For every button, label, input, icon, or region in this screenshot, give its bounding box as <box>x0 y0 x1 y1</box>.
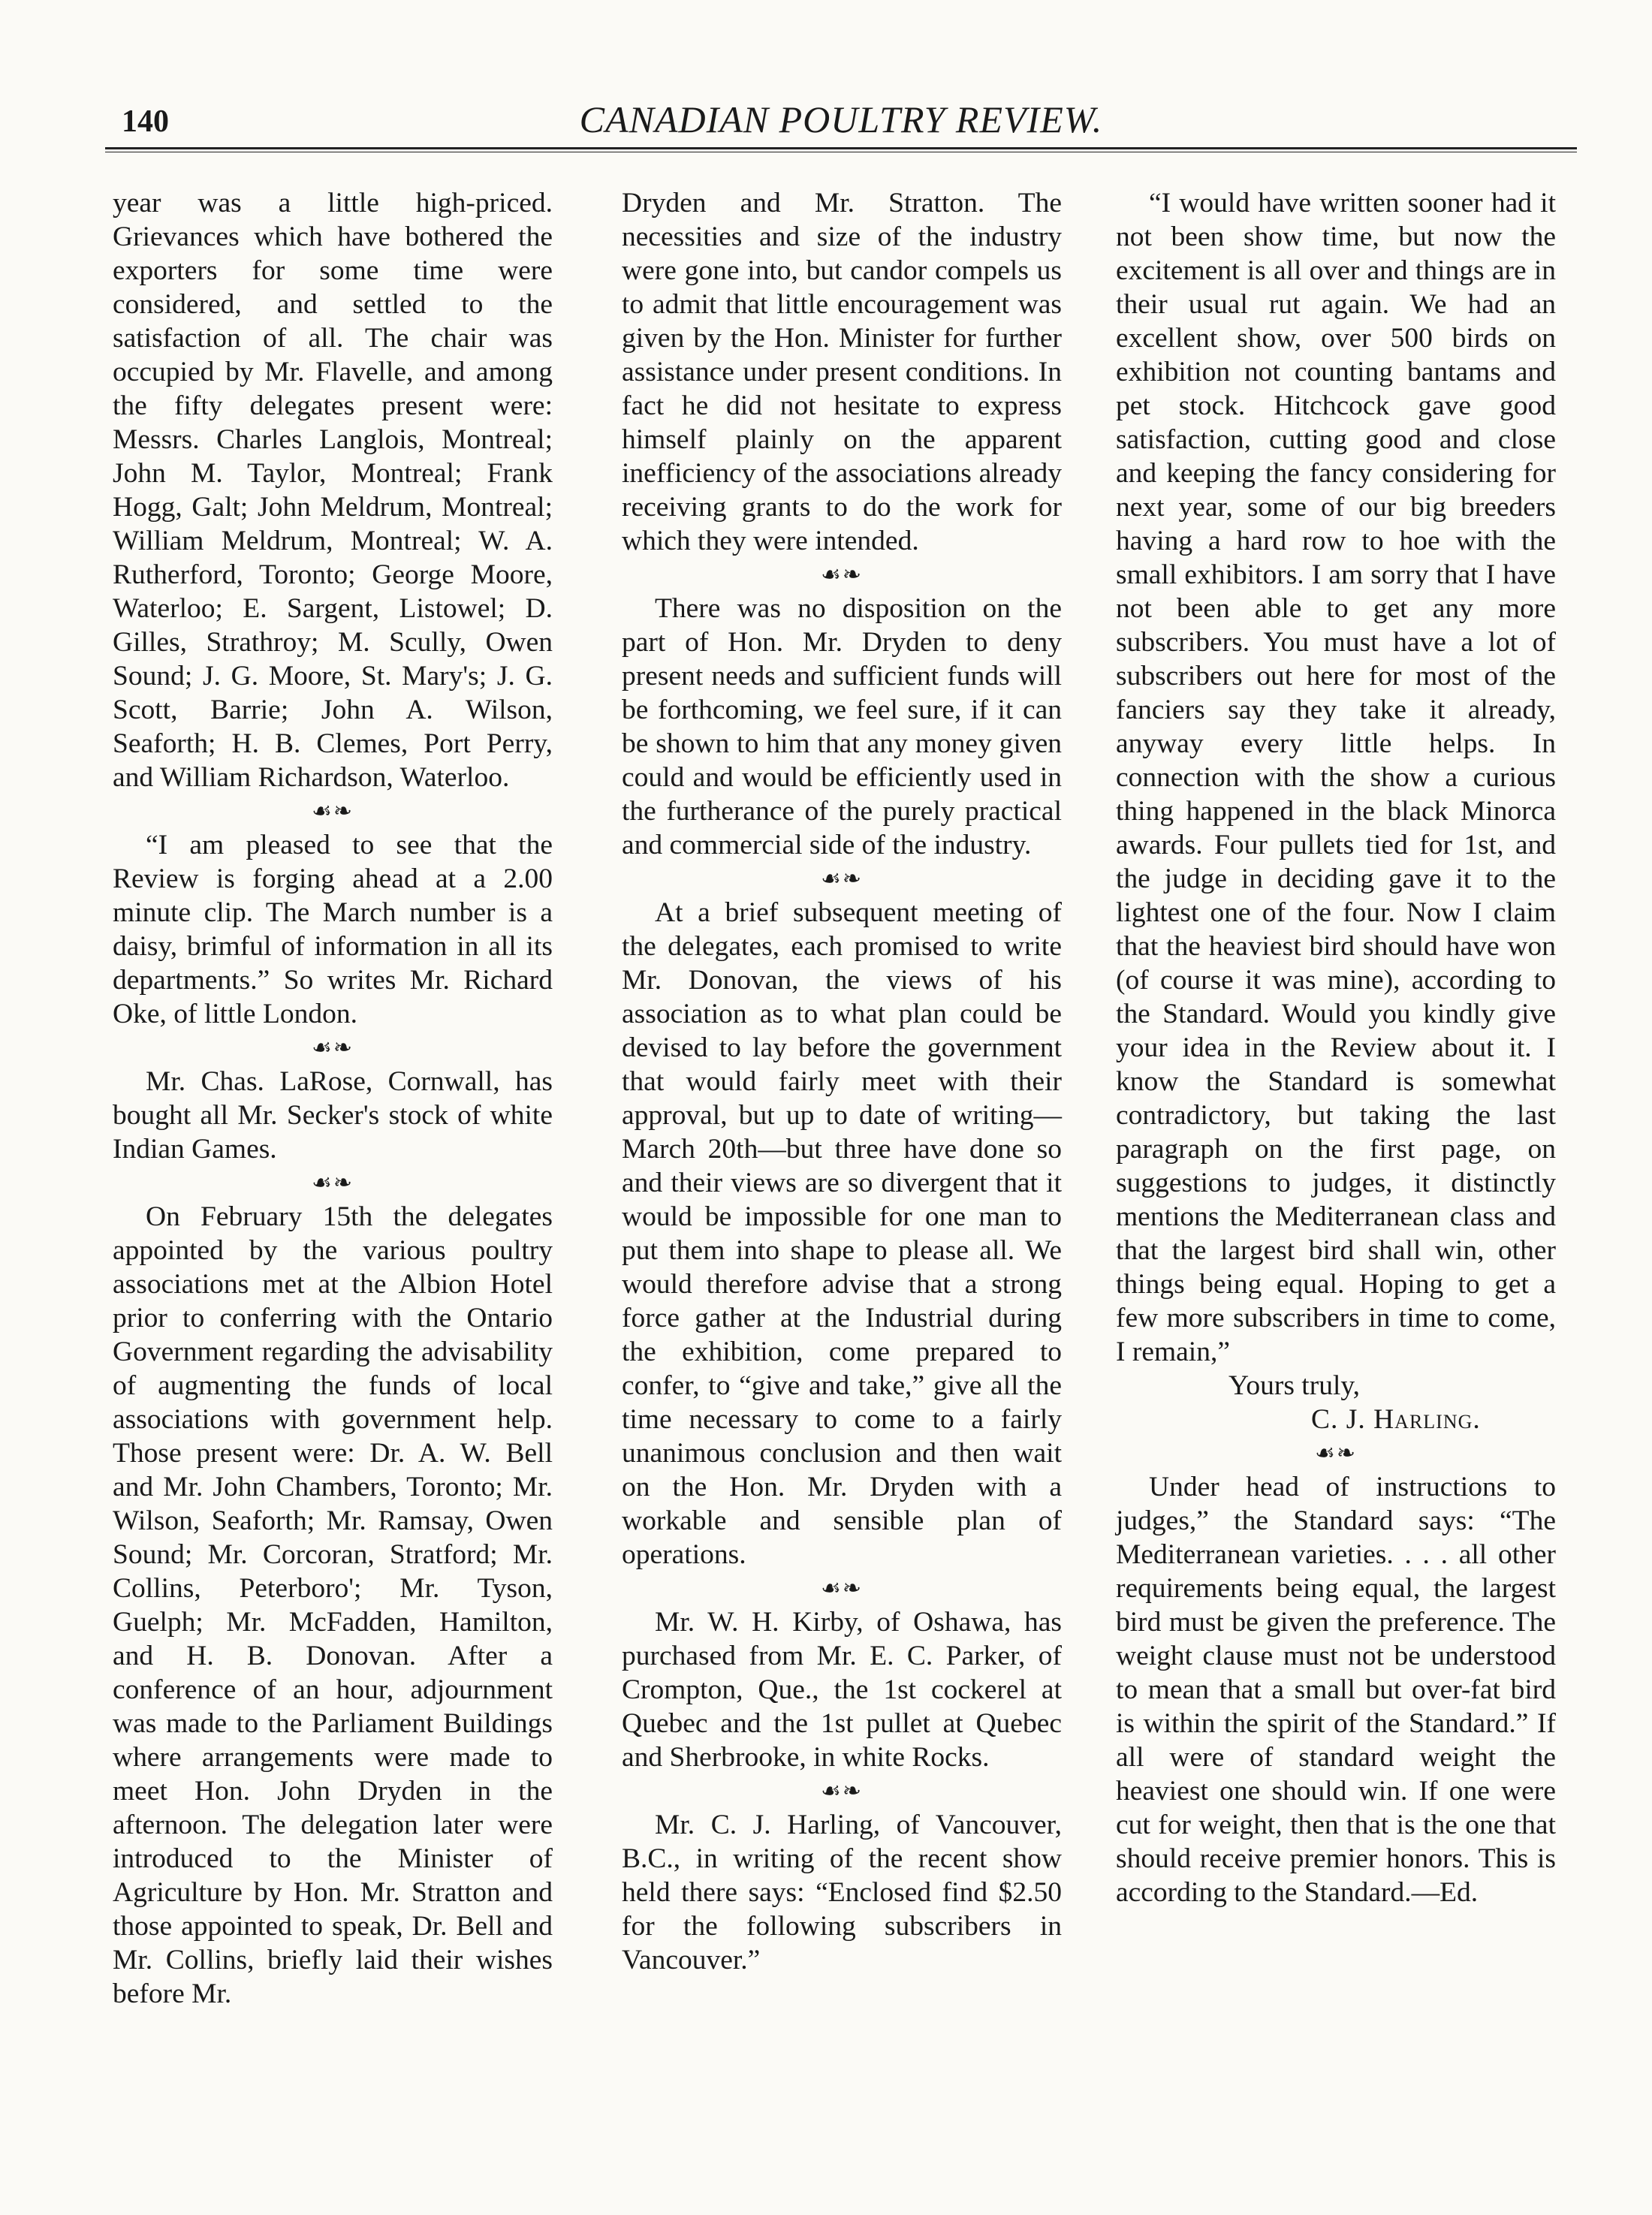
article-columns <box>98 186 1584 2183</box>
paragraph: Dryden and Mr. Stratton. The necessities and size of the industry were gone into, but candor compels us to admit that little encouragement was given by the Hon. Minister for further assistance under present conditions. In fact he did not hesitate to express himself plainly on the apparent inefficiency of the associations already receiving grants to do the work for which they were intended. <box>622 188 1062 556</box>
column-2 <box>622 186 1062 1977</box>
ornament-divider: ☙❧ <box>820 562 864 587</box>
ornament-divider: ☙❧ <box>820 1779 864 1804</box>
paragraph: “I would have written sooner had it not been show time, but now the excitement is all over and things are in their usual rut again. We had an excellent show, over 500 birds on exhibition not counting bantams and pet stock. Hitchcock gave good satisfaction, cutting good and close and keeping the fancy considering for next year, some of our big breeders having a hard row to hoe with the small exhibitors. I am sorry that I have not been able to get any more subscribers. You must have a lot of subscribers out here for most of the fanciers say they take it already, anyway every little helps. In connection with the show a curious thing happened in the black Minorca awards. Four pullets tied for 1st, and the judge in deciding gave it to the lightest one of the four. Now I claim that the heaviest bird should have won (of course it was mine), according to the Standard. Would you kindly give your idea in the Review about it. I know the Standard is somewhat contradictory, but taking the last paragraph on the first page, on suggestions to judges, it distinctly mentions the Mediterranean class and that the largest bird shall win, other things being equal. Hoping to get a few more subscribers in time to come, I remain,” <box>1116 188 1556 1367</box>
letter-closing: Yours truly, <box>1228 1370 1361 1401</box>
paragraph: “I am pleased to see that the Review is forging ahead at a 2.00 minute clip. The March number is a daisy, brimful of information in all its departments.” So writes Mr. Richard Oke, of little London. <box>113 830 553 1029</box>
letter-signature: C. J. Harling. <box>1311 1404 1481 1435</box>
ornament-divider: ☙❧ <box>820 866 864 891</box>
page-header <box>105 89 1577 149</box>
paragraph: Under head of instructions to judges,” the Standard says: “The Mediterranean varieties. . . . all other requirements being equal, the largest bird must be given the preference. The weight clause must not be understood to mean that a small but over-fat bird is within the spirit of the Standard.” If all were of standard weight the heaviest one should win. If one were cut for weight, then that is the one that should receive premier honors. This is according to the Standard.—Ed. <box>1116 1472 1556 1908</box>
ornament-divider: ☙❧ <box>311 1171 354 1195</box>
paragraph: Mr. W. H. Kirby, of Oshawa, has purchased from Mr. E. C. Parker, of Crompton, Que., the 1st cockerel at Quebec and the 1st pullet at Quebec and Sherbrooke, in white Rocks. <box>622 1607 1062 1773</box>
running-title: CANADIAN POULTRY REVIEW. <box>579 98 1103 140</box>
paragraph: Mr. C. J. Harling, of Vancouver, B.C., in writing of the recent show held there says: “Enclosed find $2.50 for the following subscribers in Vancouver.” <box>622 1810 1062 1975</box>
paragraph: Mr. Chas. LaRose, Cornwall, has bought all Mr. Secker's stock of white Indian Games. <box>113 1066 553 1165</box>
header-rule <box>105 147 1577 152</box>
paragraph: At a brief subsequent meeting of the delegates, each promised to write Mr. Donovan, the views of his association as to what plan could be devised to lay before the government that would fairly meet with their approval, but up to date of writing—March 20th—but three have done so and their views are so divergent that it would be impossible for one man to put them into shape to please all. We would therefore advise that a strong force gather at the Industrial during the exhibition, come prepared to confer, to “give and take,” give all the time necessary to come to a fairly unanimous conclusion and then wait on the Hon. Mr. Dryden with a workable and sensible plan of operations. <box>622 897 1062 1570</box>
paragraph: year was a little high-priced. Grievances which have bothered the exporters for some time were considered, and settled to the satisfaction of all. The chair was occupied by Mr. Flavelle, and among the fifty delegates present were: Messrs. Charles Langlois, Montreal; John M. Taylor, Montreal; Frank Hogg, Galt; John Meldrum, Montreal; William Meldrum, Montreal; W. A. Rutherford, Toronto; George Moore, Waterloo; E. Sargent, Listowel; D. Gilles, Strathroy; M. Scully, Owen Sound; J. G. Moore, St. Mary's; J. G. Scott, Barrie; John A. Wilson, Seaforth; H. B. Clemes, Port Perry, and William Richardson, Waterloo. <box>113 188 553 793</box>
paragraph: There was no disposition on the part of Hon. Mr. Dryden to deny present needs and sufficient funds will be forthcoming, we feel sure, if it can be shown to him that any money given could and would be efficiently used in the furtherance of the purely practical and commercial side of the industry. <box>622 593 1062 860</box>
column-3 <box>1116 186 1556 1909</box>
page-number: 140 <box>122 104 169 139</box>
ornament-divider: ☙❧ <box>311 799 354 824</box>
ornament-divider: ☙❧ <box>820 1576 864 1601</box>
ornament-divider: ☙❧ <box>311 1035 354 1060</box>
paragraph: On February 15th the delegates appointed by the various poultry associations met at the Albion Hotel prior to conferring with the Ontario Government regarding the advisability of augmenting the funds of local associations with government help. Those present were: Dr. A. W. Bell and Mr. John Chambers, Toronto; Mr. Wilson, Seaforth; Mr. Ramsay, Owen Sound; Mr. Corcoran, Stratford; Mr. Collins, Peterboro'; Mr. Tyson, Guelph; Mr. McFadden, Hamilton, and H. B. Donovan. After a conference of an hour, adjournment was made to the Parliament Buildings where arrangements were made to meet Hon. John Dryden in the afternoon. The delegation later were introduced to the Minister of Agriculture by Hon. Mr. Stratton and those appointed to speak, Dr. Bell and Mr. Collins, briefly laid their wishes before Mr. <box>113 1201 553 2009</box>
column-1 <box>113 186 553 2011</box>
ornament-divider: ☙❧ <box>1314 1441 1358 1466</box>
